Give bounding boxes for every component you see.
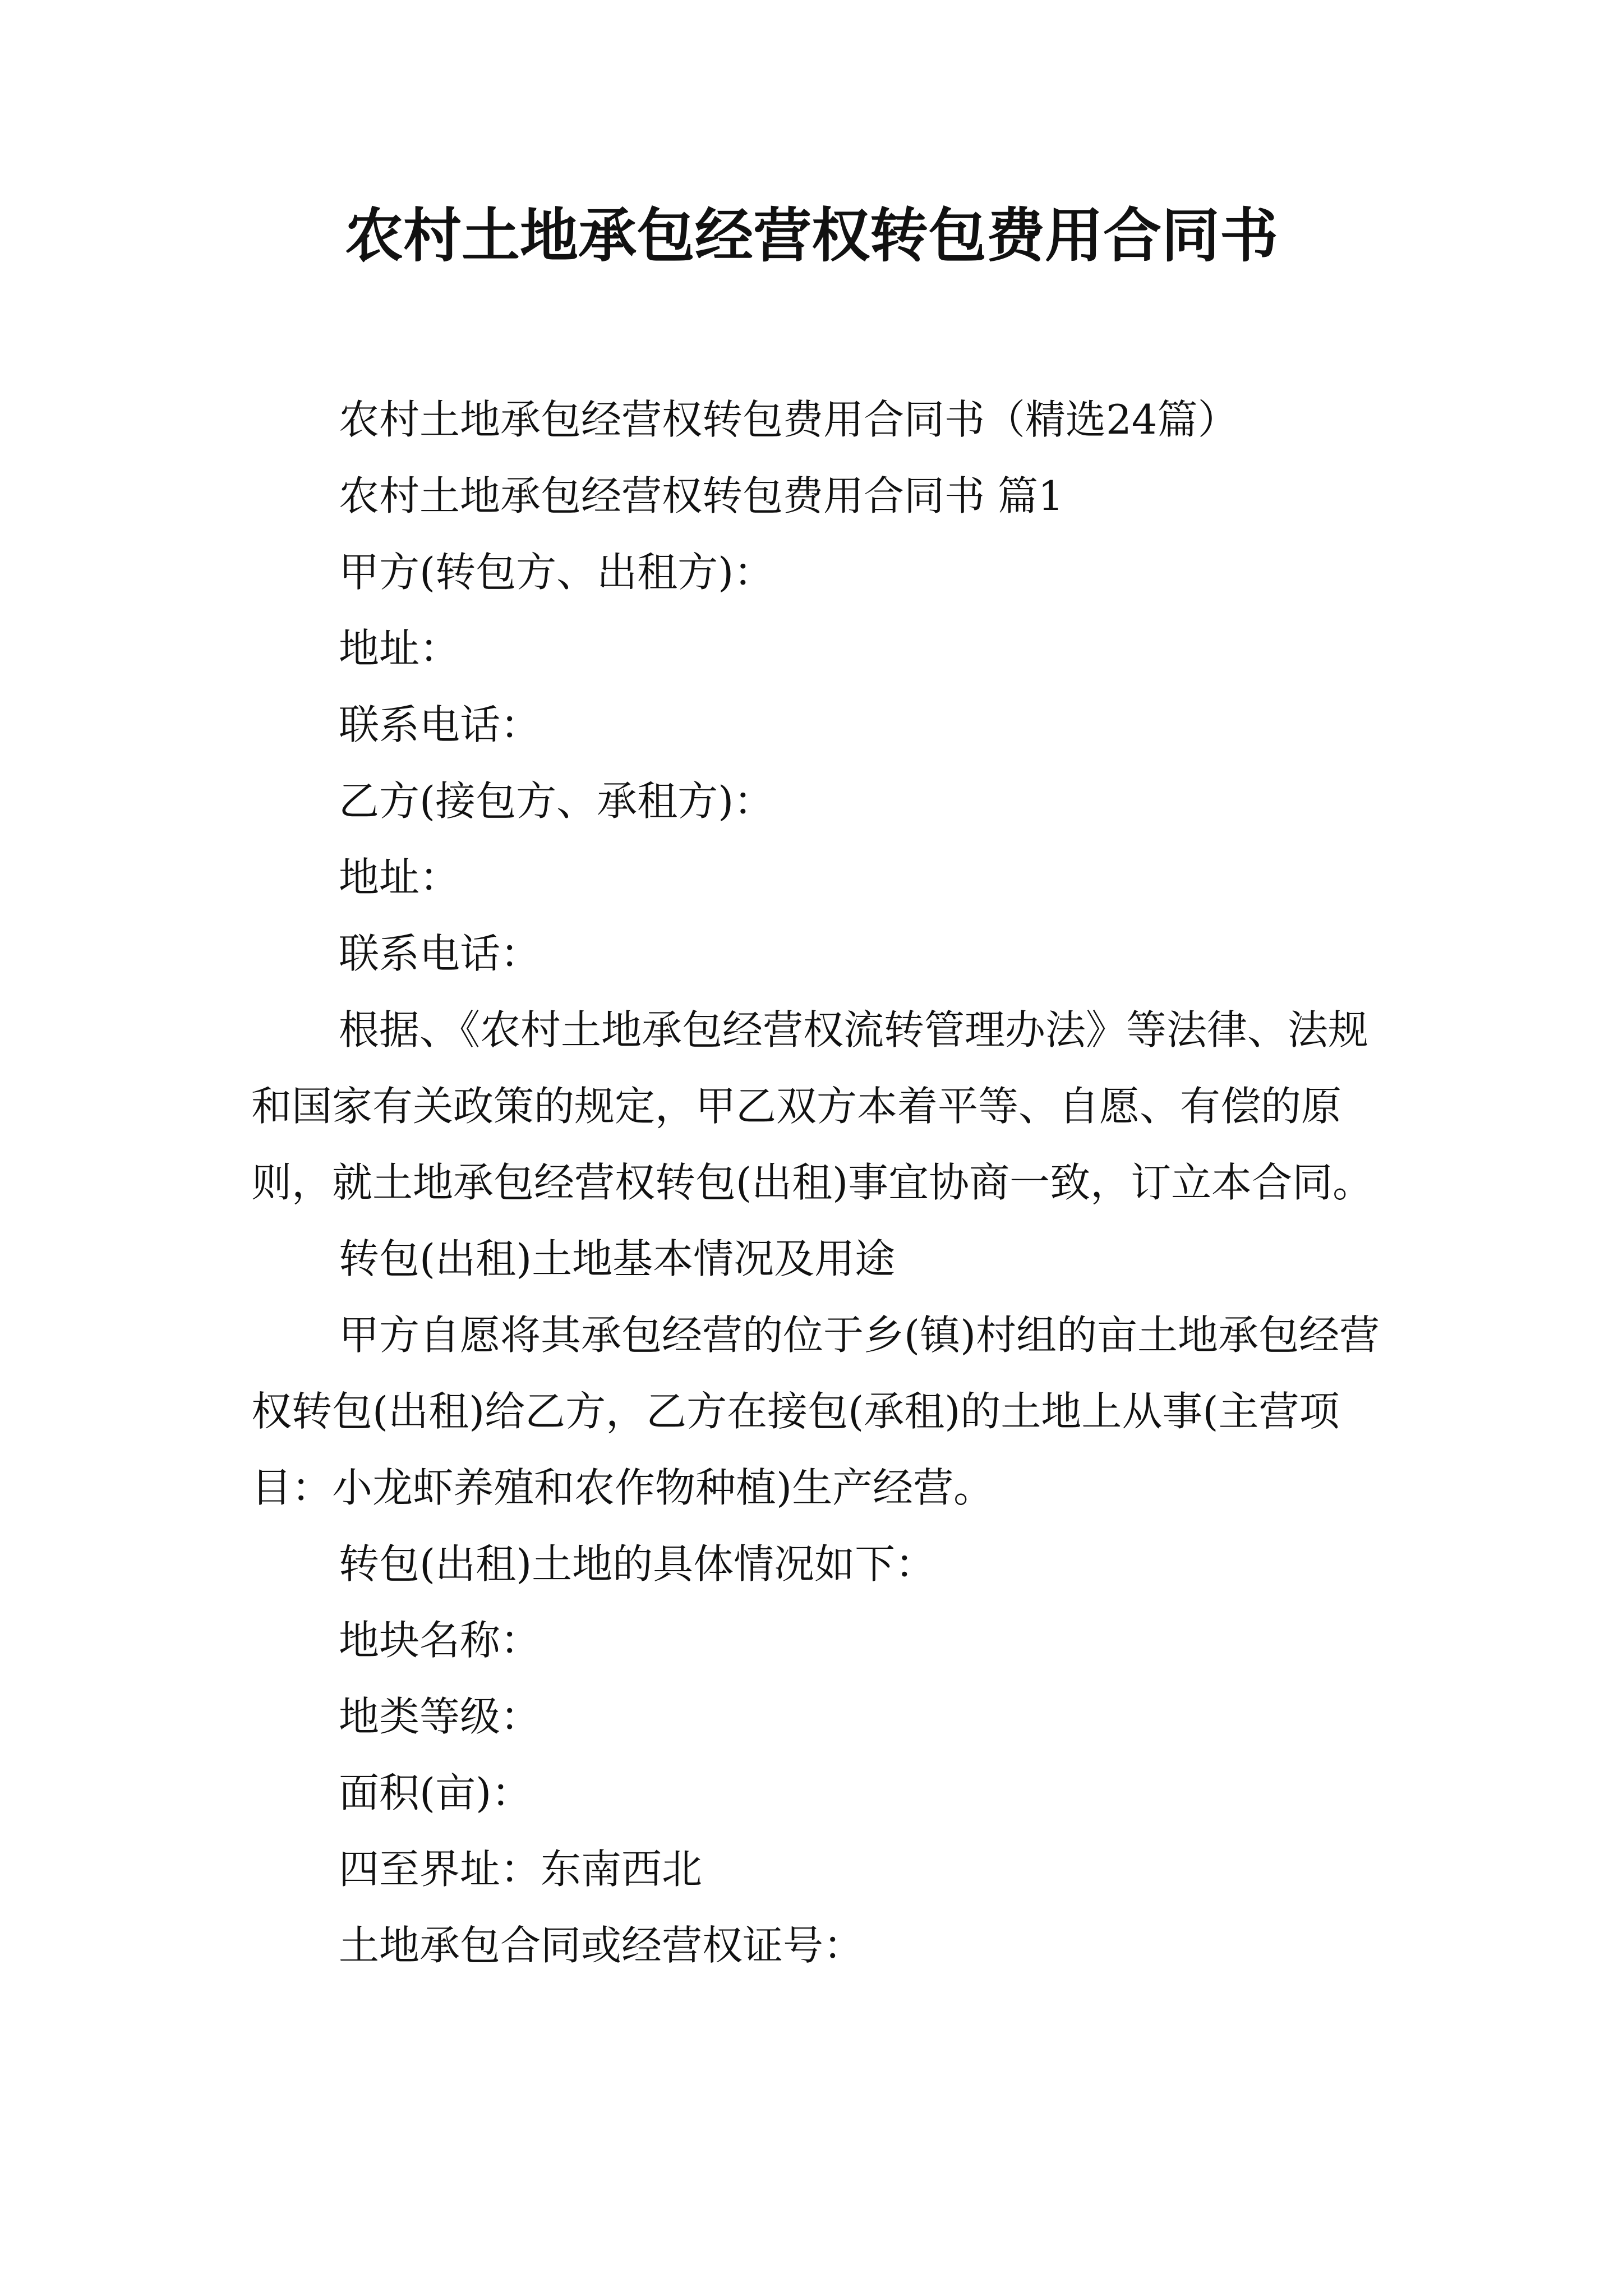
paragraph-land-usage: 甲方自愿将其承包经营的位于乡(镇)村组的亩土地承包经营权转包(出租)给乙方，乙方在接包(承租)的土地上从事(主营项目：小龙虾养殖和农作物种植)生产经营。 <box>251 1312 1380 1511</box>
paragraph-land-heading: 转包(出租)土地基本情况及用途 <box>339 1235 896 1282</box>
paragraph-land-details-heading: 转包(出租)土地的具体情况如下： <box>339 1540 936 1588</box>
paragraph-party-a-phone: 联系电话： <box>339 701 541 748</box>
paragraph-contract-number: 土地承包合同或经营权证号： <box>339 1922 864 1969</box>
paragraph-party-a: 甲方(转包方、出租方)： <box>339 549 774 596</box>
document-title: 农村土地承包经营权转包费用合同书 <box>344 201 1278 270</box>
document-body <box>251 381 1390 1984</box>
paragraph-party-b-phone: 联系电话： <box>339 930 541 977</box>
paragraph-land-grade: 地类等级： <box>339 1693 541 1740</box>
paragraph-basis: 根据、《农村土地承包经营权流转管理办法》等法律、法规和国家有关政策的规定，甲乙双方本着平等、自愿、有偿的原则，就土地承包经营权转包(出租)事宜协商一致，订立本合同。 <box>251 1006 1373 1206</box>
paragraph-section-heading: 农村土地承包经营权转包费用合同书 篇1 <box>339 472 1064 519</box>
paragraph-party-b-address: 地址： <box>339 854 460 901</box>
paragraph-boundaries: 四至界址：东南西北 <box>339 1846 703 1893</box>
paragraph-subtitle: 农村土地承包经营权转包费用合同书（精选24篇） <box>339 396 1238 443</box>
paragraph-party-a-address: 地址： <box>339 625 460 672</box>
paragraph-party-b: 乙方(接包方、承租方)： <box>339 777 774 825</box>
paragraph-plot-name: 地块名称： <box>339 1617 541 1664</box>
paragraph-area: 面积(亩)： <box>339 1769 532 1816</box>
